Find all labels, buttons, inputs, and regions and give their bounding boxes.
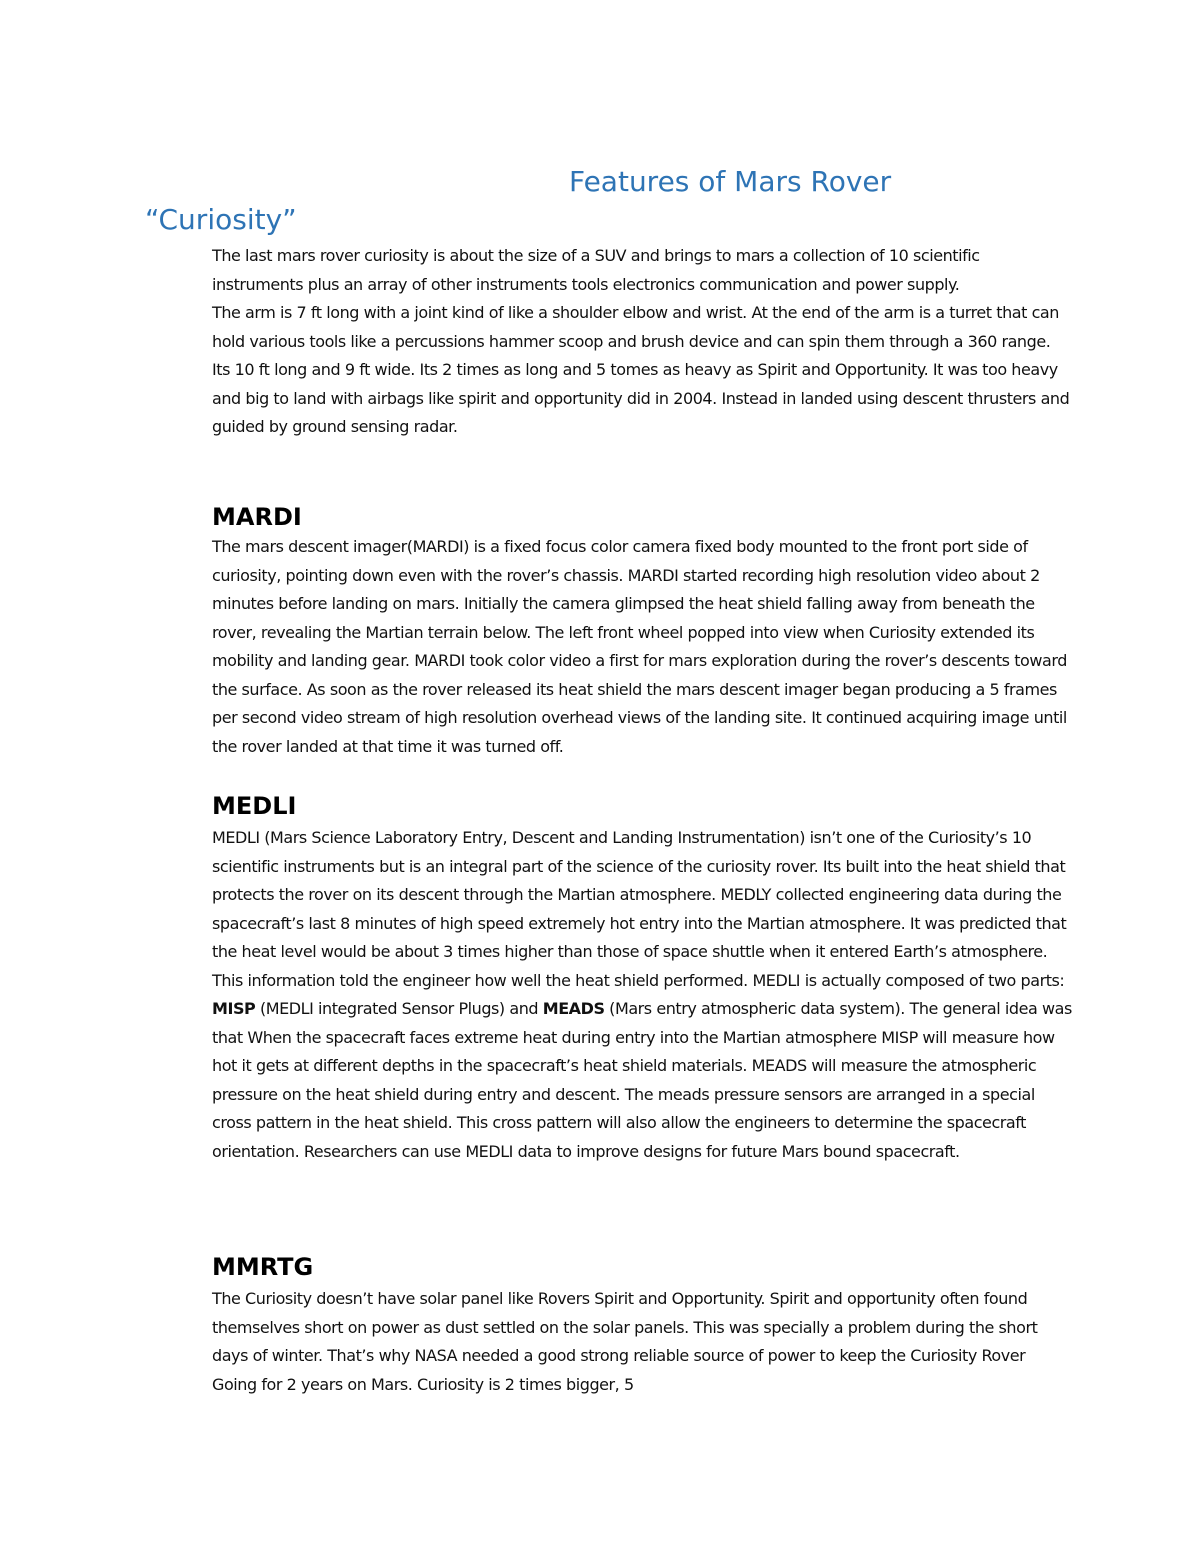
meads-term: MEADS xyxy=(542,999,605,1018)
medli-paragraph xyxy=(212,824,1072,1166)
document-title: Features of Mars Rover xyxy=(569,165,892,198)
document-title-continuation: “Curiosity” xyxy=(145,203,297,236)
mmrtg-paragraph: The Curiosity doesn’t have solar panel like Rovers Spirit and Opportunity. Spirit and opportunity often found themselves short on power as dust settled on the solar panels. This was specially a problem during the short days of winter. That’s why NASA needed a good strong reliable source of power to keep the Curiosity Rover Going for 2 years on Mars. Curiosity is 2 times bigger, 5 xyxy=(212,1289,1038,1394)
misp-term: MISP xyxy=(212,999,256,1018)
intro-paragraph-1: The last mars rover curiosity is about the size of a SUV and brings to mars a collection of 10 scientific instruments plus an array of other instruments tools electronics communication and power supply. xyxy=(212,246,980,294)
mardi-section xyxy=(212,533,1072,761)
medli-text-part-c: (Mars entry atmospheric data system). The general idea was that When the spacecraft faces extreme heat during entry into the Martian atmosphere MISP will measure how hot it gets at different depths in the spacecraft’s heat shield materials. MEADS will measure the atmospheric pressure on the heat shield during entry and descent. The meads pressure sensors are arranged in a special cross pattern in the heat shield. This cross pattern will also allow the engineers to determine the spacecraft orientation. Researchers can use MEDLI data to improve designs for future Mars bound spacecraft. xyxy=(212,999,1072,1161)
mardi-paragraph: The mars descent imager(MARDI) is a fixed focus color camera fixed body mounted to the front port side of curiosity, pointing down even with the rover’s chassis. MARDI started recording high resolution video about 2 minutes before landing on mars. Initially the camera glimpsed the heat shield falling away from beneath the rover, revealing the Martian terrain below. The left front wheel popped into view when Curiosity extended its mobility and landing gear. MARDI took color video a first for mars exploration during the rover’s descents toward the surface. As soon as the rover released its heat shield the mars descent imager began producing a 5 frames per second video stream of high resolution overhead views of the landing site. It continued acquiring image until the rover landed at that time it was turned off. xyxy=(212,537,1067,756)
intro-paragraph-2: The arm is 7 ft long with a joint kind of like a shoulder elbow and wrist. At the end of the arm is a turret that can hold various tools like a percussions hammer scoop and brush device and can spin them through a 360 range. Its 10 ft long and 9 ft wide. Its 2 times as long and 5 tomes as heavy as Spirit and Opportunity. It was too heavy and big to land with airbags like spirit and opportunity did in 2004. Instead in landed using descent thrusters and guided by ground sensing radar. xyxy=(212,303,1070,436)
medli-section xyxy=(212,824,1072,1166)
medli-text-part-b: (MEDLI integrated Sensor Plugs) and xyxy=(255,999,543,1018)
medli-text-part-a: MEDLI (Mars Science Laboratory Entry, Descent and Landing Instrumentation) isn’t one of the Curiosity’s 10 scientific instruments but is an integral part of the science of the curiosity rover. Its built into the heat shield that protects the rover on its descent through the Martian atmosphere. MEDLY collected engineering data during the spacecraft’s last 8 minutes of high speed extremely hot entry into the Martian atmosphere. It was predicted that the heat level would be about 3 times higher than those of space shuttle when it entered Earth’s atmosphere. This information told the engineer how well the heat shield performed. MEDLI is actually composed of two parts: xyxy=(212,828,1067,990)
section-heading-mmrtg: MMRTG xyxy=(212,1253,314,1281)
intro-section xyxy=(212,242,1072,442)
section-heading-medli: MEDLI xyxy=(212,792,297,820)
section-heading-mardi: MARDI xyxy=(212,503,302,531)
mmrtg-section xyxy=(212,1285,1072,1399)
